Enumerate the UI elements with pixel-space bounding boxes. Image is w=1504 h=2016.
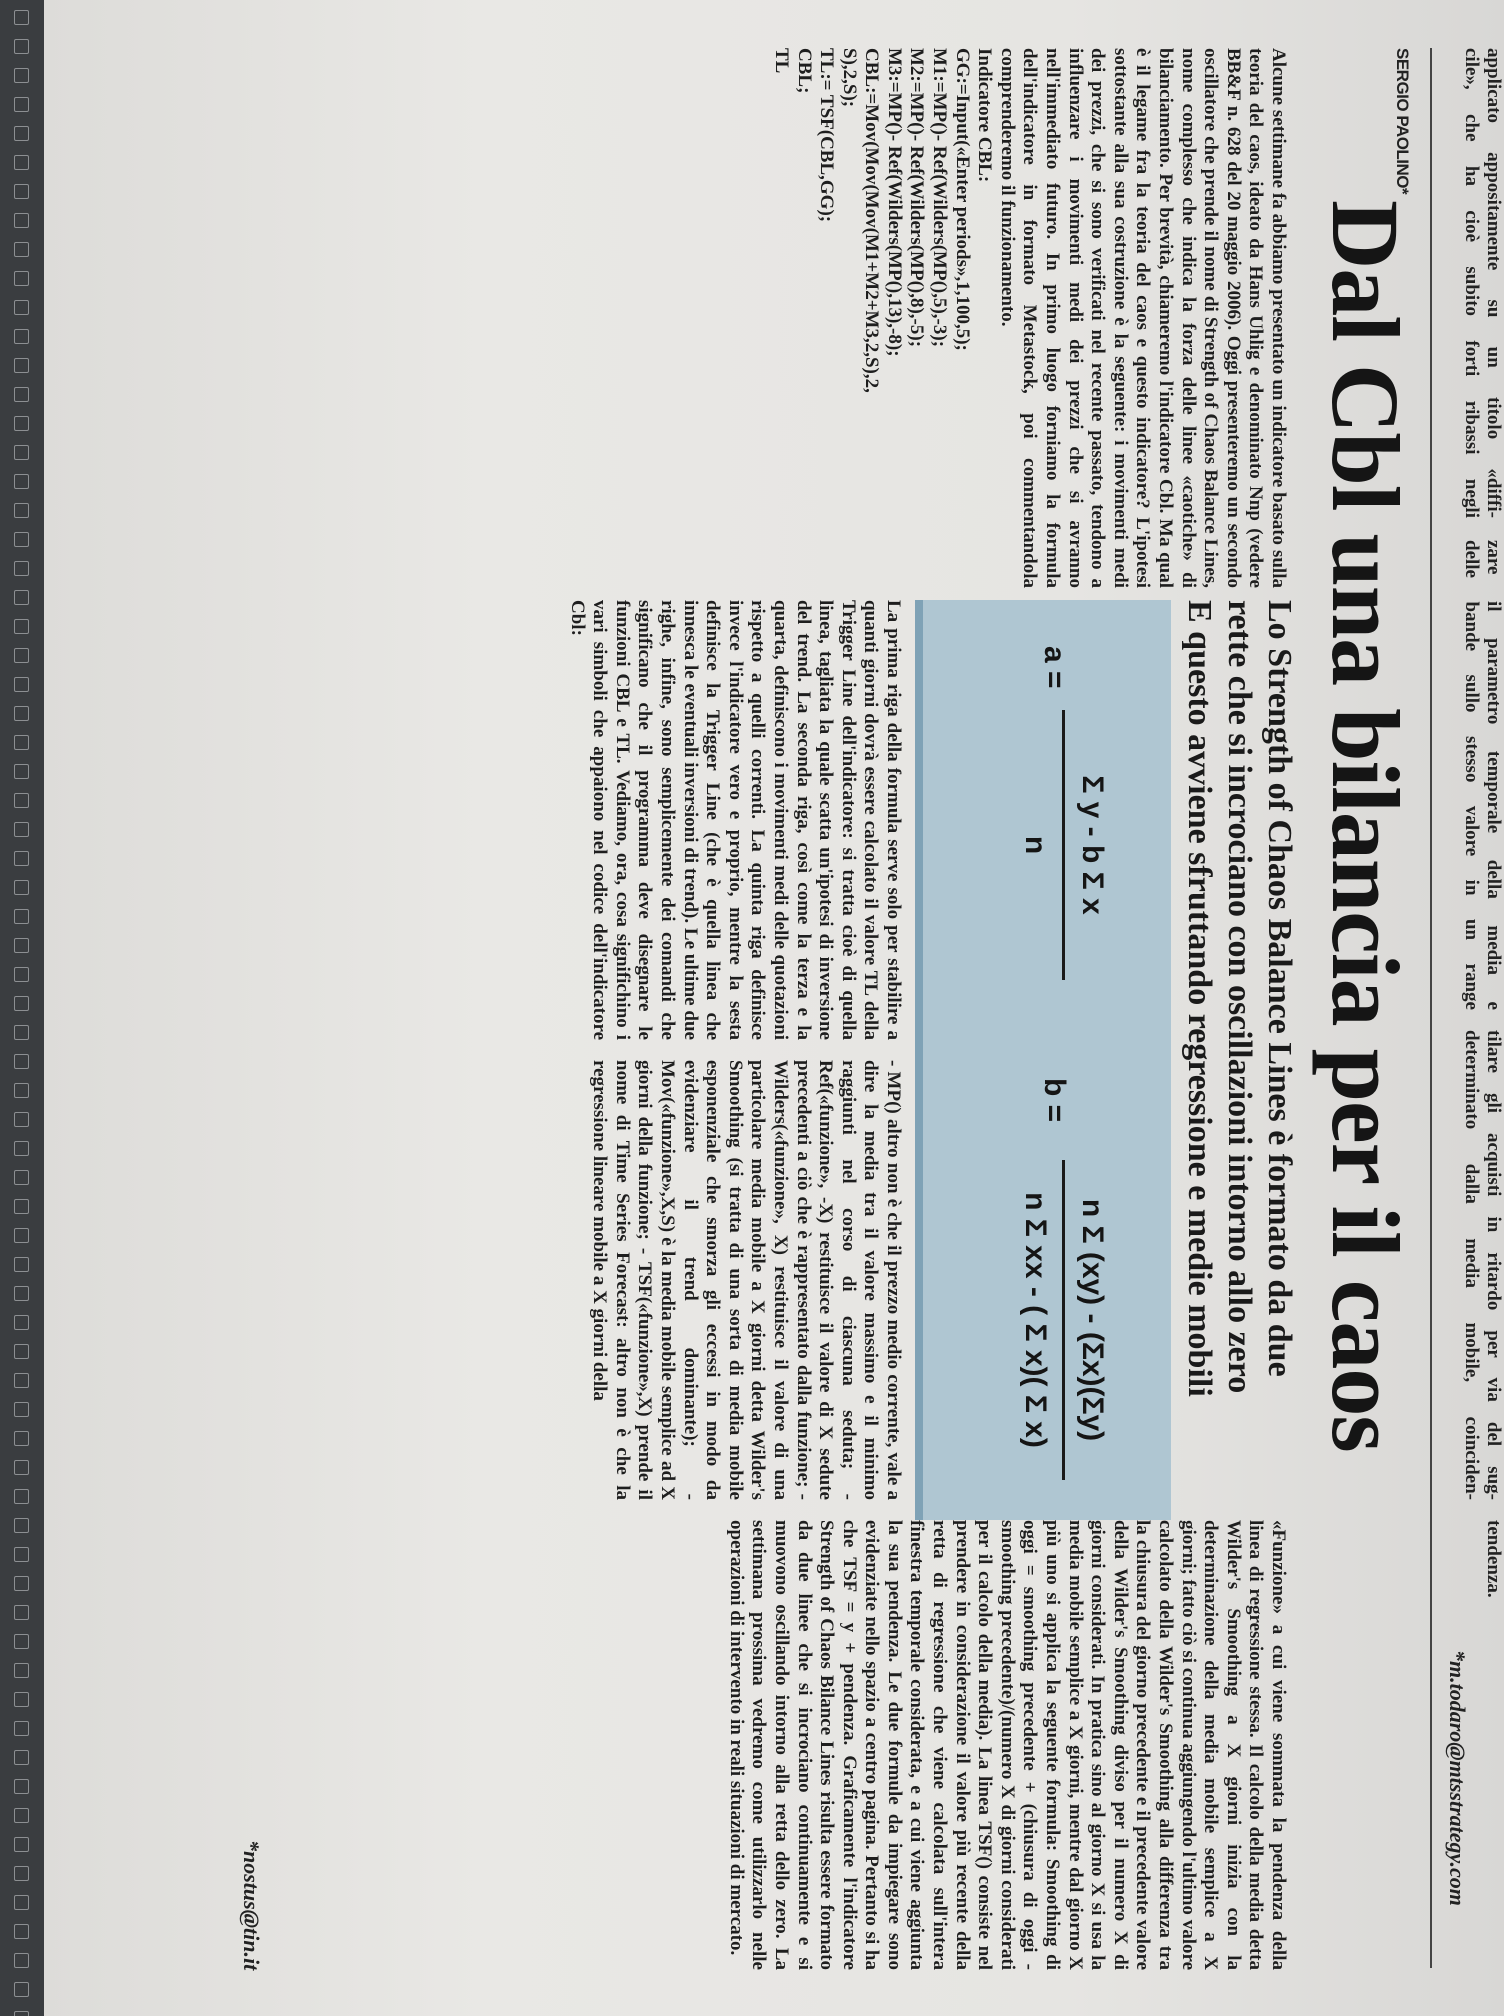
body-paragraph: La prima riga della formula serve solo per stabilire a quanti giorni dovrà essere calcolato il valore TL della Trigger Line dell'indicatore: si tratta cioè di quella linea, tagliata la quale scatta un'ipotesi di inversione del trend. La seconda riga, così come la terza e la quarta, definiscono i movimenti medi delle quotazioni rispetto a quelli correnti. La quinta riga definisce invece l'indicatore vero e proprio, mentre la sesta definisce la Trigger Line (che è quella linea che innesca le eventuali inversioni di trend). Le ultime due righe, infine, sono semplicemente dei comandi che significano che il programma deve disegnare le funzioni CBL e TL. Vediamo, ora, cosa significhino i vari simboli che appaiono nel codice dell'indicatore Cbl: [566,600,904,1040]
formula-a-numerator: Σ y - b Σ x [1076,775,1109,915]
code-line: M3:=MP()- Ref(Wilders(MP(),13),-8); [883,48,905,357]
formula-b-fraction [1018,1160,1109,1480]
code-line: GG:=Input(«Enter periods»,1,100,5); [951,48,973,351]
code-line: M1:=MP()- Ref(Wilders(MP(),5),-3); [929,48,951,348]
top-fragment-4 [1442,1520,1504,1620]
byline: SERGIO PAOLINO* [1393,48,1412,195]
author-email-bottom: *nostus@tin.it [239,1840,264,1971]
column-left [769,48,1289,588]
intro-paragraph: Alcune settimane fa abbiamo presentato un indicatore basato sulla teoria del caos, ideato da Hans Uhlig e denominato Nnp (vedere BB&F n. 628 del 20 maggio 2006). Oggi presenteremo un secondo oscillatore che prende il nome di Strength of Chaos Balance Lines, nome complesso che indica la forza delle linee «caotiche» di bilanciamento. Per brevità, chiameremo l'indicatore Cbl. Ma qual è il legame fra la teoria del caos e questo indicatore? L'ipotesi sottostante alla sua costruzione è la seguente: i movimenti medi dei prezzi, che si sono verificati nel recente passato, tendono a influenzare i movimenti medi dei prezzi che si avranno nell'immediato futuro. In primo luogo forniamo la formula dell'indicatore in formato Metastock, poi commentandola comprenderemo il funzionamento. [996,48,1289,588]
code-line: Indicatore CBL: [974,48,996,183]
fragment-line: delle bande sullo stesso valore in un range [1461,540,1482,1010]
fragment-line: tendenza. [1483,1520,1504,1598]
subtitle-line: rette che si incrociano con oscillazioni intorno allo zero [1221,600,1258,1394]
top-fragment-1 [1442,48,1504,518]
top-fragment-3 [1442,1030,1504,1500]
column-middle-1 [565,600,904,1040]
section-rule [1430,48,1432,1968]
fraction-bar [1062,1160,1065,1480]
formula-b-denominator: n Σ xx - ( Σ x)( Σ x) [1019,1192,1052,1448]
newspaper-page [44,0,1504,2016]
fragment-line: applicato appositamente su un titolo «diffi- [1483,48,1504,518]
code-line: M2:=MP()- Ref(Wilders(MP(),8),-5); [906,48,928,348]
metastock-code [769,48,995,588]
code-line: TL [770,48,792,74]
fragment-line: cile», che ha cioè subito forti ribassi negli [1461,48,1482,518]
body-paragraph: - MP() altro non è che il prezzo medio corrente, vale a dire la media tra il valore massimo e il minimo raggiunti nel corso di ciascuna seduta; - Ref(«funzione», -X) restituisce il valore di X sedute precedenti a ciò che è rappresentato dalla funzione; - Wilders(«funzione», X) restituisce il valore di una particolare media mobile a X giorni detta Wilder's Smoothing (si tratta di una sorta di media mobile esponenziale che smorza gli eccessi in modo da evidenziare il trend dominante); - Mov(«funzione»,X,S) è la media mobile semplice ad X giorni della funzione; - TSF(«funzione»,X) prende il nome di Time Series Forecast: altro non è che la regressione lineare mobile a X giorni della [589,1060,904,1500]
code-line: CBL:=Mov(Mov(Mov(M1+M2+M3,2,S),2, [861,48,883,393]
formula-b-numerator: n Σ (xy) - (Σx)(Σy) [1076,1198,1109,1442]
column-right [724,1520,1289,1970]
background-strip [0,0,44,2016]
subtitle-line: E questo avviene sfruttando regressione e medie mobili [1181,600,1218,1397]
formula-a-fraction [1018,710,1109,980]
formula-b-label: b = [1038,1078,1071,1123]
subtitle-line: Lo Strength of Chaos Balance Lines è formato da due [1261,600,1298,1377]
fragment-line: tilare gli acquisti in ritardo per via del sug- [1483,1030,1504,1500]
code-line: S),2,S); [838,48,860,108]
fragment-line: determinato dalla media mobile, coinciden- [1461,1030,1482,1500]
code-line: TL:= TSF(CBL,GG); [816,48,838,223]
headline: Dal Cbl una bilancia per il caos [1312,200,1419,1452]
formula-a-denominator: n [1019,835,1052,855]
fraction-bar [1062,710,1065,980]
fragment-line: zare il parametro temporale della media e [1483,540,1504,1010]
top-fragment-2 [1442,540,1504,1010]
author-email-top: *m.todaro@mtsstrategy.com [1445,1650,1470,1906]
code-line: CBL; [793,48,815,94]
column-middle-2 [588,1060,904,1500]
body-paragraph: «Funzione» a cui viene sommata la pendenza della linea di regressione stessa. Il calcolo della media detta Wilder's Smoothing a X giorni inizia con la determinazione della media mobile semplice a X giorni; fatto ciò si continua aggiungendo l'ultimo valore calcolato della Wilder's Smoothing alla differenza tra la chiusura del giorno precedente e il precedente valore della Wilder's Smoothing diviso per il numero X di giorni considerati. In pratica sino al giorno X si usa la media mobile semplice a X giorni, mentre dal giorno X più uno si applica la seguente formula: Smoothing di oggi = smoothing precedente + (chiusura di oggi - smoothing precedente)/(numero X di giorni considerati per il calcolo della media). La linea TSF() consiste nel prendere in considerazione il valore più recente della retta di regressione che viene calcolata sull'intera finestra temporale considerata, e a cui viene aggiunta la sua pendenza. Le due formule da impiegare sono evidenziate nello spazio a centro pagina. Pertanto si ha che TSF = y + pendenza. Graficamente l'indicatore Strength of Chaos Bilance Lines risulta essere formato da due linee che si incrociano continuamente e si muovono oscillando intorno alla retta dello zero. La settimana prossima vedremo come utilizzarlo nelle operazioni di intervento in reali situazioni di mercato. [725,1520,1289,1970]
formula-box [915,600,1171,1520]
formula-a-label: a = [1038,646,1071,689]
